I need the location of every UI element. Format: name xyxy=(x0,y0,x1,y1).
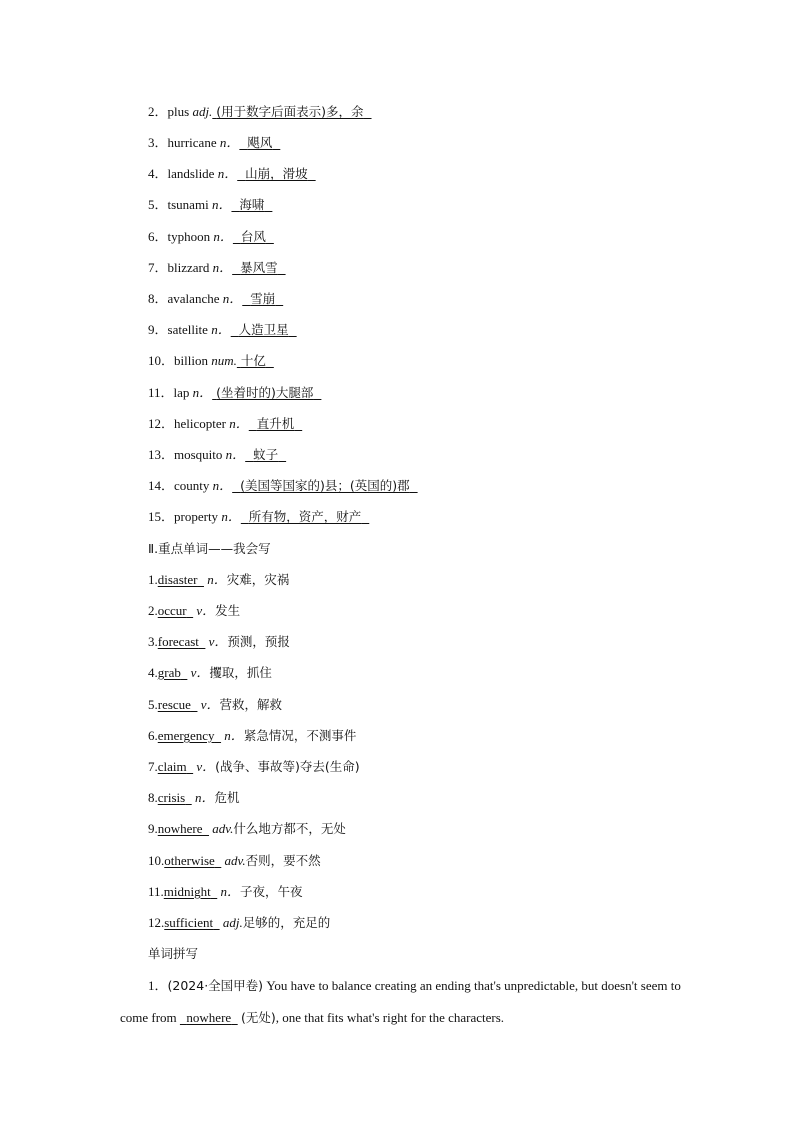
meaning: 营救，解救 xyxy=(219,697,282,712)
item-number: 8． xyxy=(148,291,168,306)
write-item xyxy=(148,663,272,683)
part-of-speech: n． xyxy=(212,260,233,275)
exercise-hint: (无处) xyxy=(240,1010,276,1025)
meaning-answer: 蚊子 xyxy=(253,447,279,462)
meaning-answer: 飓风 xyxy=(247,135,273,150)
item-number: 7． xyxy=(148,260,168,275)
exercise-source: (2024·全国甲卷) xyxy=(167,978,264,993)
write-item xyxy=(148,570,289,590)
vocab-item xyxy=(148,133,280,153)
vocab-item xyxy=(148,445,286,465)
write-item xyxy=(148,913,330,933)
write-item xyxy=(148,819,346,839)
word: hurricane xyxy=(167,135,217,150)
meaning-answer: 直升机 xyxy=(256,416,295,431)
part-of-speech: n． xyxy=(212,478,233,493)
meaning-answer: 山崩，滑坡 xyxy=(245,166,308,181)
item-number: 5． xyxy=(148,197,168,212)
vocab-item xyxy=(148,195,272,215)
write-item xyxy=(148,757,360,777)
item-number: 1. xyxy=(148,572,158,587)
meaning-answer: 海啸 xyxy=(239,197,265,212)
word-answer: crisis xyxy=(157,790,186,805)
vocab-item xyxy=(148,289,283,309)
part-of-speech: n． xyxy=(224,728,244,743)
part-of-speech: v． xyxy=(200,697,220,712)
item-number: 7. xyxy=(148,759,158,774)
word: landslide xyxy=(167,166,215,181)
meaning: 灾难，灾祸 xyxy=(226,572,290,587)
write-item xyxy=(148,882,303,902)
meaning: 什么地方都不，无处 xyxy=(233,821,346,836)
part-of-speech: n． xyxy=(225,447,246,462)
exercise-text-after: , one that fits what's right for the characters. xyxy=(275,1010,505,1025)
section-heading: Ⅱ.重点单词——我会写 xyxy=(148,541,271,556)
part-of-speech: v． xyxy=(196,759,216,774)
item-number: 3． xyxy=(148,135,168,150)
part-of-speech: n． xyxy=(222,291,243,306)
part-of-speech: n． xyxy=(207,572,227,587)
item-number: 9． xyxy=(148,322,168,337)
part-of-speech: n． xyxy=(194,790,215,805)
item-number: 15． xyxy=(148,509,175,524)
meaning: 足够的，充足的 xyxy=(242,915,331,930)
word-answer: midnight xyxy=(163,884,211,899)
item-number: 12. xyxy=(148,915,165,930)
part-of-speech: adj. xyxy=(192,104,213,119)
write-item xyxy=(148,788,239,808)
meaning: 攫取，抓住 xyxy=(209,665,272,680)
part-of-speech: n． xyxy=(220,884,240,899)
part-of-speech: adv. xyxy=(224,853,246,868)
meaning: 子夜，午夜 xyxy=(240,884,303,899)
part-of-speech: n． xyxy=(211,322,231,337)
part-of-speech: v． xyxy=(190,665,210,680)
exercise-number: 1． xyxy=(148,978,168,993)
meaning: 发生 xyxy=(215,603,241,618)
word: lap xyxy=(173,385,190,400)
vocab-item xyxy=(148,102,372,122)
exercise-paragraph xyxy=(120,970,690,1034)
meaning-answer: 台风 xyxy=(240,229,266,244)
item-number: 12． xyxy=(148,416,175,431)
item-number: 5. xyxy=(148,697,158,712)
part-of-speech: n． xyxy=(192,385,213,400)
word-answer: occur xyxy=(157,603,187,618)
meaning: (战争、事故等)夺去(生命) xyxy=(215,759,360,774)
spelling-heading: 单词拼写 xyxy=(148,946,199,961)
write-item xyxy=(148,632,290,652)
word: tsunami xyxy=(167,197,209,212)
vocab-item xyxy=(148,507,369,527)
part-of-speech: adv. xyxy=(212,821,234,836)
vocab-item xyxy=(148,383,321,403)
meaning: 危机 xyxy=(214,790,240,805)
item-number: 13． xyxy=(148,447,175,462)
word-answer: disaster xyxy=(157,572,198,587)
item-number: 3. xyxy=(148,634,158,649)
word-answer: forecast xyxy=(157,634,199,649)
word: blizzard xyxy=(167,260,210,275)
word: satellite xyxy=(167,322,208,337)
meaning-answer: 暴风雪 xyxy=(240,260,278,275)
word-answer: grab xyxy=(157,665,181,680)
part-of-speech: n． xyxy=(211,197,232,212)
write-item xyxy=(148,726,356,746)
vocab-item xyxy=(148,164,316,184)
meaning: 紧急情况，不测事件 xyxy=(243,728,357,743)
part-of-speech: n． xyxy=(229,416,249,431)
word: billion xyxy=(174,353,208,368)
item-number: 4. xyxy=(148,665,158,680)
item-number: 10． xyxy=(148,353,175,368)
meaning-answer: 雪崩 xyxy=(250,291,276,306)
item-number: 8. xyxy=(148,790,158,805)
item-number: 11. xyxy=(148,884,164,899)
write-item xyxy=(148,695,282,715)
word: helicopter xyxy=(174,416,226,431)
vocab-item xyxy=(148,227,274,247)
item-number: 9. xyxy=(148,821,158,836)
exercise-answer: nowhere xyxy=(186,1010,232,1025)
part-of-speech: num. xyxy=(211,353,237,368)
word-answer: nowhere xyxy=(157,821,203,836)
part-of-speech: n． xyxy=(213,229,233,244)
part-of-speech: v． xyxy=(196,603,216,618)
vocab-item xyxy=(148,414,302,434)
vocab-item xyxy=(148,351,274,371)
vocab-item xyxy=(148,320,297,340)
word-answer: sufficient xyxy=(164,915,214,930)
meaning: 预测，预报 xyxy=(227,634,290,649)
word: mosquito xyxy=(174,447,223,462)
item-number: 14． xyxy=(148,478,175,493)
part-of-speech: n． xyxy=(221,509,241,524)
part-of-speech: v． xyxy=(208,634,228,649)
part-of-speech: adj. xyxy=(222,915,243,930)
word: plus xyxy=(167,104,190,119)
meaning-answer: 十亿 xyxy=(240,353,266,368)
item-number: 10. xyxy=(148,853,165,868)
exercise-text-before: You have to balance creating an ending that's unpredictable, but doesn't seem to come from xyxy=(120,978,681,1025)
word: property xyxy=(174,509,219,524)
word: county xyxy=(174,478,210,493)
vocab-item xyxy=(148,476,418,496)
word-answer: otherwise xyxy=(164,853,215,868)
meaning-answer: (坐着时的)大腿部 xyxy=(216,385,314,400)
meaning-answer: (美国等国家的)县；(英国的)郡 xyxy=(240,478,410,493)
meaning-answer: 人造卫星 xyxy=(238,322,289,337)
meaning-answer: (用于数字后面表示)多，余 xyxy=(216,104,364,119)
vocab-item xyxy=(148,258,286,278)
meaning: 否则，要不然 xyxy=(245,853,321,868)
item-number: 11． xyxy=(148,385,174,400)
word: avalanche xyxy=(167,291,220,306)
word-answer: rescue xyxy=(157,697,191,712)
item-number: 4． xyxy=(148,166,168,181)
word-answer: claim xyxy=(157,759,187,774)
item-number: 2. xyxy=(148,603,158,618)
word: typhoon xyxy=(167,229,211,244)
item-number: 6． xyxy=(148,229,168,244)
write-item xyxy=(148,851,321,871)
item-number: 6. xyxy=(148,728,158,743)
item-number: 2． xyxy=(148,104,168,119)
part-of-speech: n． xyxy=(217,166,238,181)
write-item xyxy=(148,601,240,621)
meaning-answer: 所有物，资产，财产 xyxy=(248,509,362,524)
part-of-speech: n． xyxy=(219,135,240,150)
word-answer: emergency xyxy=(157,728,215,743)
